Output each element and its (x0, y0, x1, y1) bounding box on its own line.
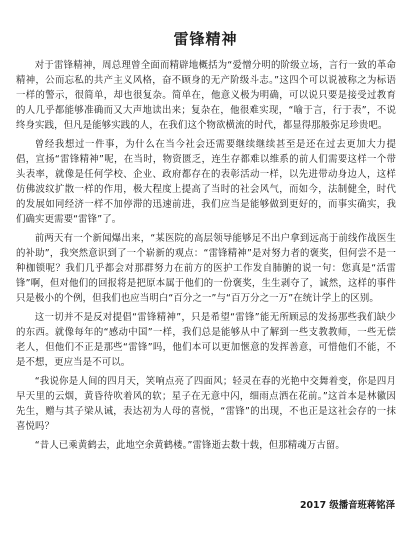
paragraph-4: 这一切并不是反对提倡“雷锋精神”，只是希望“雷锋”能无所顾忌的发扬那些我们缺少的东西。就像每年的“感动中国”一样，我们总是能够从中了解到一些支教教师，一些无偿老人，但他们不正是那些“雷锋”吗，他们本可以更加惬意的发挥善意，可惜他们不能，不是不想，更应当是不可以。 (16, 312, 396, 368)
paragraph-1: 对于雷锋精神，周总理曾全面而精辟地概括为“爱憎分明的阶级立场，言行一致的革命精神，公而忘私的共产主义风格，奋不顾身的无产阶级斗志。”这四个可以说被称之为标语一样的警示，很简单，却也很复杂。简单在，他意义极为明确，可以说只要是接受过教育的人几乎都能够准确而又大声地读出来；复杂在，他很难实现，“喻于言，行于表”，不说终身实践，但凡是能够实践的人，在我们这个物欲横流的时代，都显得那般弥足珍贵吧。 (16, 60, 396, 131)
author-signature: 2017 级播音班蒋铭泽 (300, 500, 395, 511)
document-body (16, 58, 396, 457)
document-title: 雷锋精神 (173, 30, 238, 49)
paragraph-5: “我说你是人间的四月天，笑响点亮了四面风；轻灵在春的光艳中交舞着变，你是四月早天里的云烟，黄昏待吹着风的软；星子在无意中闪，细雨点洒在花前。”这首本是林徽因先生，赠与其子梁从诫，表达初为人母的喜悦，“雷锋”的出现，不也正是这社会存的一抹喜悦吗？ (16, 376, 396, 432)
paragraph-6: “昔人已乘黄鹤去，此地空余黄鹤楼。”雷锋逝去数十载，但那精魂万古留。 (34, 440, 345, 451)
paragraph-2: 曾经我想过一件事，为什么在当今社会还需要继续继续甚至是还在过去更加大力提倡，宣扬“雷锋精神”呢，在当时，物资匮乏，连生存都难以维系的前人们需要这样一个带头表率，就像是任何学校、企业、政府都存在的表彰活动一样，以先进带动身边人，这样仿佛波纹扩散一样的作用，极大程度上提高了当时的社会风气，而如今，法制健全，时代的发展如同经济一样不加停滞的迅速前进，我们应当是能够做到更好的，而事实确实，我们确实更需要“雷锋”了。 (16, 139, 396, 225)
paragraph-3: 前两天有一个新闻爆出来，“某医院的高层领导能够足不出户拿到远高于前线作战医生的补助”，我突然意识到了一个崭新的观点：“雷锋精神”是对努力者的褒奖，但何尝不是一种枷锁呢？我们几乎都会对那群努力在前方的医护工作发自肺腑的说一句：您真是“活雷锋”啊，但对他们的回报将是把原本属于他们的一份褒奖，生生剥夺了，诚然，这样的事件只是极小的个例，但我们也应当明白“百分之一”与“百万分之一万”在统计学上的区别。 (16, 233, 396, 304)
